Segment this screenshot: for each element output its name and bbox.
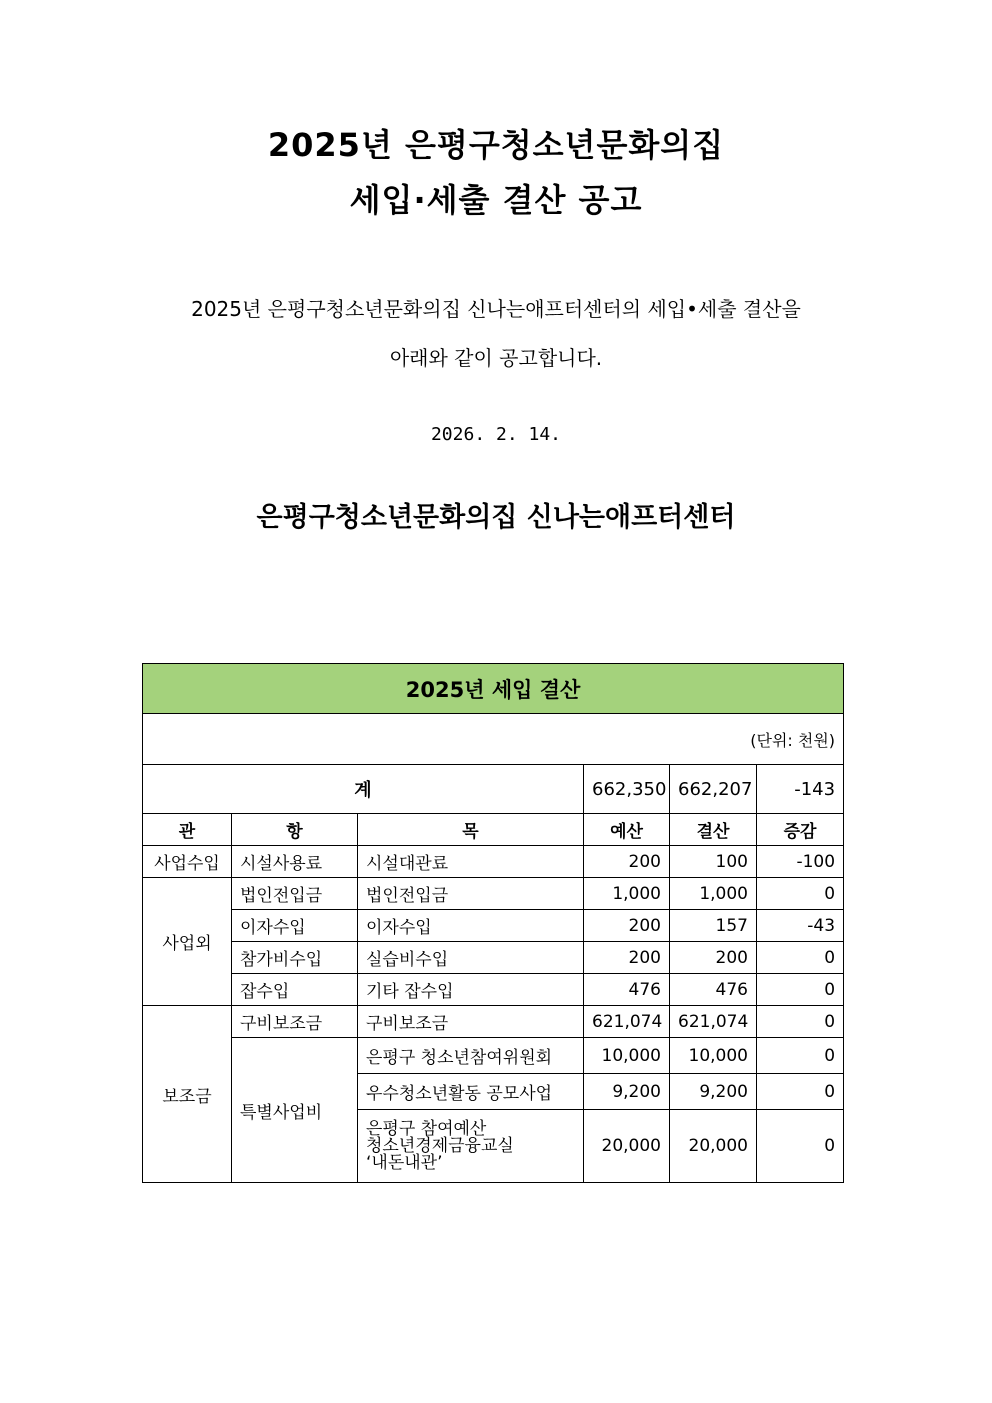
mok-cell: 법인전입금 [358,878,584,910]
budget-cell: 476 [584,974,670,1006]
diff-cell: 0 [757,1038,844,1074]
settlement-cell: 10,000 [670,1038,757,1074]
budget-cell: 621,074 [584,1006,670,1038]
table-row [143,974,844,1006]
mok-cell: 실습비수입 [358,942,584,974]
table-row [143,910,844,942]
mok-line: ‘내돈내관’ [366,1152,443,1173]
header-hang: 항 [232,814,358,846]
document-title-line-1: 2025년 은평구청소년문화의집 [267,126,725,164]
table-row [143,1038,844,1074]
table-title: 2025년 세입 결산 [143,664,844,714]
budget-cell: 9,200 [584,1074,670,1110]
hang-cell: 시설사용료 [232,846,358,878]
unit-row [143,714,844,765]
settlement-cell: 200 [670,942,757,974]
announcement-date: 2026. 2. 14. [430,424,562,445]
header-settlement: 결산 [670,814,757,846]
mok-cell: 시설대관료 [358,846,584,878]
diff-cell: 0 [757,1110,844,1183]
diff-cell: 0 [757,1074,844,1110]
diff-cell: 0 [757,974,844,1006]
total-label: 계 [143,765,584,814]
diff-cell: 0 [757,942,844,974]
diff-cell: 0 [757,1006,844,1038]
organization-name: 은평구청소년문화의집 신나는애프터센터 [256,502,736,533]
mok-line: 청소년경제금융교실 [366,1135,514,1156]
mok-cell: 구비보조금 [358,1006,584,1038]
intro-line-1: 2025년 은평구청소년문화의집 신나는애프터센터의 세입•세출 결산을 [191,297,801,321]
mok-line: 은평구 참여예산 [366,1118,487,1139]
hang-cell: 구비보조금 [232,1006,358,1038]
hang-cell: 잡수입 [232,974,358,1006]
settlement-cell: 1,000 [670,878,757,910]
header-gwan: 관 [143,814,232,846]
settlement-cell: 9,200 [670,1074,757,1110]
mok-cell: 기타 잡수입 [358,974,584,1006]
budget-cell: 200 [584,942,670,974]
budget-cell: 20,000 [584,1110,670,1183]
header-mok: 목 [358,814,584,846]
hang-cell: 참가비수입 [232,942,358,974]
table-row [143,942,844,974]
document-title-line-2: 세입·세출 결산 공고 [349,181,643,219]
header-budget: 예산 [584,814,670,846]
mok-cell: 우수청소년활동 공모사업 [358,1074,584,1110]
total-settlement: 662,207 [670,765,757,814]
total-row [143,765,844,814]
group-cell: 사업외 [143,878,232,1006]
table-row [143,1006,844,1038]
hang-cell: 법인전입금 [232,878,358,910]
table-title-row [143,664,844,714]
budget-cell: 10,000 [584,1038,670,1074]
settlement-cell: 100 [670,846,757,878]
diff-cell: 0 [757,878,844,910]
group-cell: 사업수입 [143,846,232,878]
header-diff: 증감 [757,814,844,846]
total-diff: -143 [757,765,844,814]
hang-cell: 특별사업비 [232,1038,358,1183]
hang-cell: 이자수입 [232,910,358,942]
table-row [143,846,844,878]
settlement-cell: 621,074 [670,1006,757,1038]
diff-cell: -100 [757,846,844,878]
mok-cell: 이자수입 [358,910,584,942]
settlement-cell: 20,000 [670,1110,757,1183]
table-row [143,878,844,910]
settlement-cell: 476 [670,974,757,1006]
settlement-cell: 157 [670,910,757,942]
diff-cell: -43 [757,910,844,942]
revenue-settlement-table [142,663,844,1183]
group-cell: 보조금 [143,1006,232,1183]
unit-label: (단위: 천원) [143,714,844,765]
budget-cell: 200 [584,910,670,942]
mok-cell [358,1110,584,1183]
mok-cell: 은평구 청소년참여위원회 [358,1038,584,1074]
total-budget: 662,350 [584,765,670,814]
intro-line-2: 아래와 같이 공고합니다. [389,346,603,370]
budget-cell: 200 [584,846,670,878]
header-row [143,814,844,846]
budget-cell: 1,000 [584,878,670,910]
